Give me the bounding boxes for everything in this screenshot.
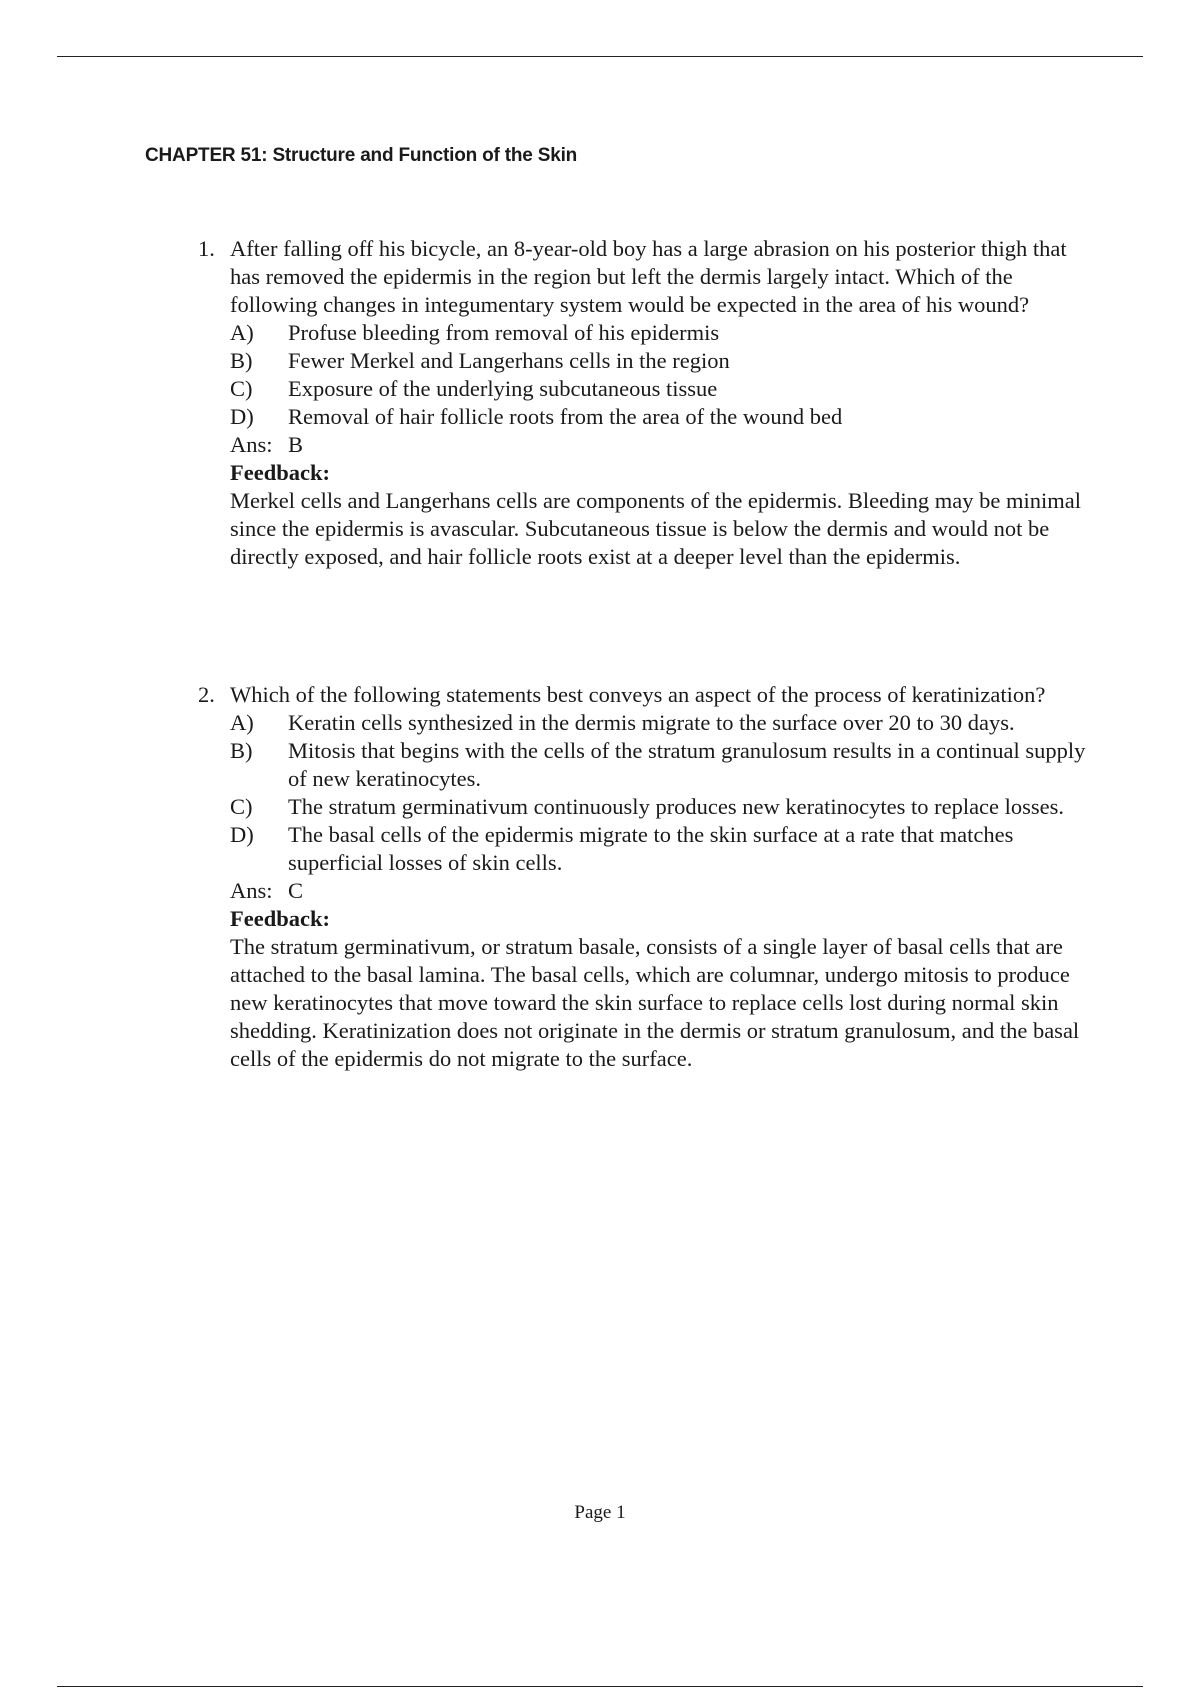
feedback-heading: Feedback:	[230, 906, 330, 931]
option-text: Exposure of the underlying subcutaneous tissue	[288, 376, 718, 401]
option-letter: C)	[230, 794, 253, 819]
question-number: 1.	[198, 236, 215, 261]
answer-row	[230, 877, 1098, 905]
option-a	[230, 709, 1098, 737]
option-d	[230, 821, 1098, 877]
question-number: 2.	[198, 682, 215, 707]
option-text: Profuse bleeding from removal of his epidermis	[288, 320, 720, 345]
answer-value: B	[288, 432, 304, 457]
page-number: Page 1	[574, 1502, 626, 1523]
question-1	[198, 235, 1098, 571]
option-text: Removal of hair follicle roots from the area of the wound bed	[288, 404, 843, 429]
option-letter: B)	[230, 348, 253, 373]
option-letter: A)	[230, 320, 254, 345]
option-text: Fewer Merkel and Langerhans cells in the region	[288, 348, 730, 373]
feedback-text: The stratum germinativum, or stratum basale, consists of a single layer of basal cells that are attached to the basal lamina. The basal cells, which are columnar, undergo mitosis to produce new keratinocytes that move toward the skin surface to replace cells lost during normal skin shedding. Keratinization does not originate in the dermis or stratum granulosum, and the basal cells of the epidermis do not migrate to the surface.	[230, 934, 1080, 1071]
answer-label: Ans:	[230, 878, 273, 903]
answer-label: Ans:	[230, 432, 273, 457]
option-a	[230, 319, 1098, 347]
question-stem: Which of the following statements best conveys an aspect of the process of keratinization?	[230, 682, 1046, 707]
answer-value: C	[288, 878, 304, 903]
answer-row	[230, 431, 1098, 459]
option-c	[230, 375, 1098, 403]
question-2	[198, 681, 1098, 1073]
option-letter: D)	[230, 404, 254, 429]
option-letter: B)	[230, 738, 253, 763]
option-b	[230, 737, 1098, 793]
option-text: Keratin cells synthesized in the dermis migrate to the surface over 20 to 30 days.	[288, 710, 1015, 735]
option-letter: A)	[230, 710, 254, 735]
option-b	[230, 347, 1098, 375]
feedback-text: Merkel cells and Langerhans cells are components of the epidermis. Bleeding may be minimal since the epidermis is avascular. Subcutaneous tissue is below the dermis and would not be directly exposed, and hair follicle roots exist at a deeper level than the epidermis.	[230, 488, 1081, 569]
answer-options	[230, 319, 1098, 431]
feedback-heading: Feedback:	[230, 460, 330, 485]
top-rule	[57, 56, 1143, 57]
question-stem: After falling off his bicycle, an 8-year-old boy has a large abrasion on his posterior thigh that has removed the epidermis in the region but left the dermis largely intact. Which of the following changes in integumentary system would be expected in the area of his wound?	[230, 236, 1067, 317]
option-text: Mitosis that begins with the cells of the stratum granulosum results in a continual supply of new keratinocytes.	[288, 738, 1086, 791]
chapter-title: CHAPTER 51: Structure and Function of the Skin	[145, 145, 578, 166]
bottom-rule	[57, 1686, 1143, 1687]
option-text: The stratum germinativum continuously produces new keratinocytes to replace losses.	[288, 794, 1065, 819]
answer-options	[230, 709, 1098, 877]
option-letter: D)	[230, 822, 254, 847]
option-c	[230, 793, 1098, 821]
option-text: The basal cells of the epidermis migrate to the skin surface at a rate that matches superficial losses of skin cells.	[288, 822, 1014, 875]
option-d	[230, 403, 1098, 431]
option-letter: C)	[230, 376, 253, 401]
